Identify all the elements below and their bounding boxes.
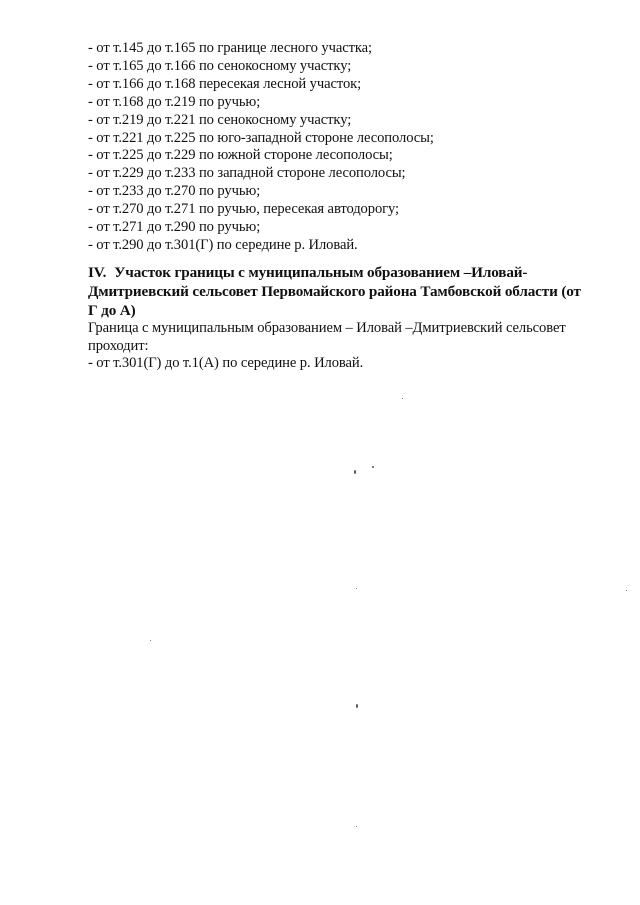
- scan-speck: [402, 398, 403, 399]
- boundary-line: - от т.166 до т.168 пересекая лесной участок;: [88, 75, 362, 92]
- boundary-description-list: [88, 40, 618, 255]
- boundary-line: - от т.270 до т.271 по ручью, пересекая автодорогу;: [88, 201, 399, 218]
- boundary-line: - от т.225 до т.229 по южной стороне лесополосы;: [88, 147, 393, 164]
- boundary-line: - от т.229 до т.233 по западной стороне лесополосы;: [88, 165, 406, 182]
- section-heading: [88, 263, 618, 282]
- scan-speck: [356, 826, 357, 827]
- scan-speck: [372, 466, 374, 468]
- scan-speck: [354, 470, 356, 474]
- section-heading-line: Г до А): [88, 302, 136, 319]
- scan-speck: [356, 704, 358, 708]
- scan-speck: [626, 590, 627, 591]
- section-number: IV.: [88, 264, 107, 281]
- boundary-line: - от т.219 до т.221 по сенокосному участку;: [88, 111, 352, 128]
- section-iv: [88, 263, 618, 373]
- scan-speck: [150, 640, 151, 641]
- section-intro-line: проходит:: [88, 337, 149, 354]
- boundary-line: - от т.233 до т.270 по ручью;: [88, 183, 261, 200]
- section-item: - от т.301(Г) до т.1(А) по середине р. Иловай.: [88, 355, 364, 372]
- section-heading-line: Дмитриевский сельсовет Первомайского района Тамбовской области (от: [88, 283, 581, 300]
- boundary-line: - от т.145 до т.165 по границе лесного участка;: [88, 40, 372, 56]
- boundary-line: - от т.290 до т.301(Г) по середине р. Иловай.: [88, 236, 358, 253]
- scan-speck: [356, 588, 357, 589]
- boundary-line: - от т.168 до т.219 по ручью;: [88, 93, 261, 110]
- section-heading-line: Участок границы с муниципальным образованием –Иловай-: [114, 264, 528, 281]
- boundary-line: - от т.221 до т.225 по юго-западной стороне лесополосы;: [88, 129, 434, 146]
- boundary-line: - от т.271 до т.290 по ручью;: [88, 219, 261, 236]
- section-intro-line: Граница с муниципальным образованием – Иловай –Дмитриевский сельсовет: [88, 320, 566, 336]
- boundary-line: - от т.165 до т.166 по сенокосному участку;: [88, 57, 352, 74]
